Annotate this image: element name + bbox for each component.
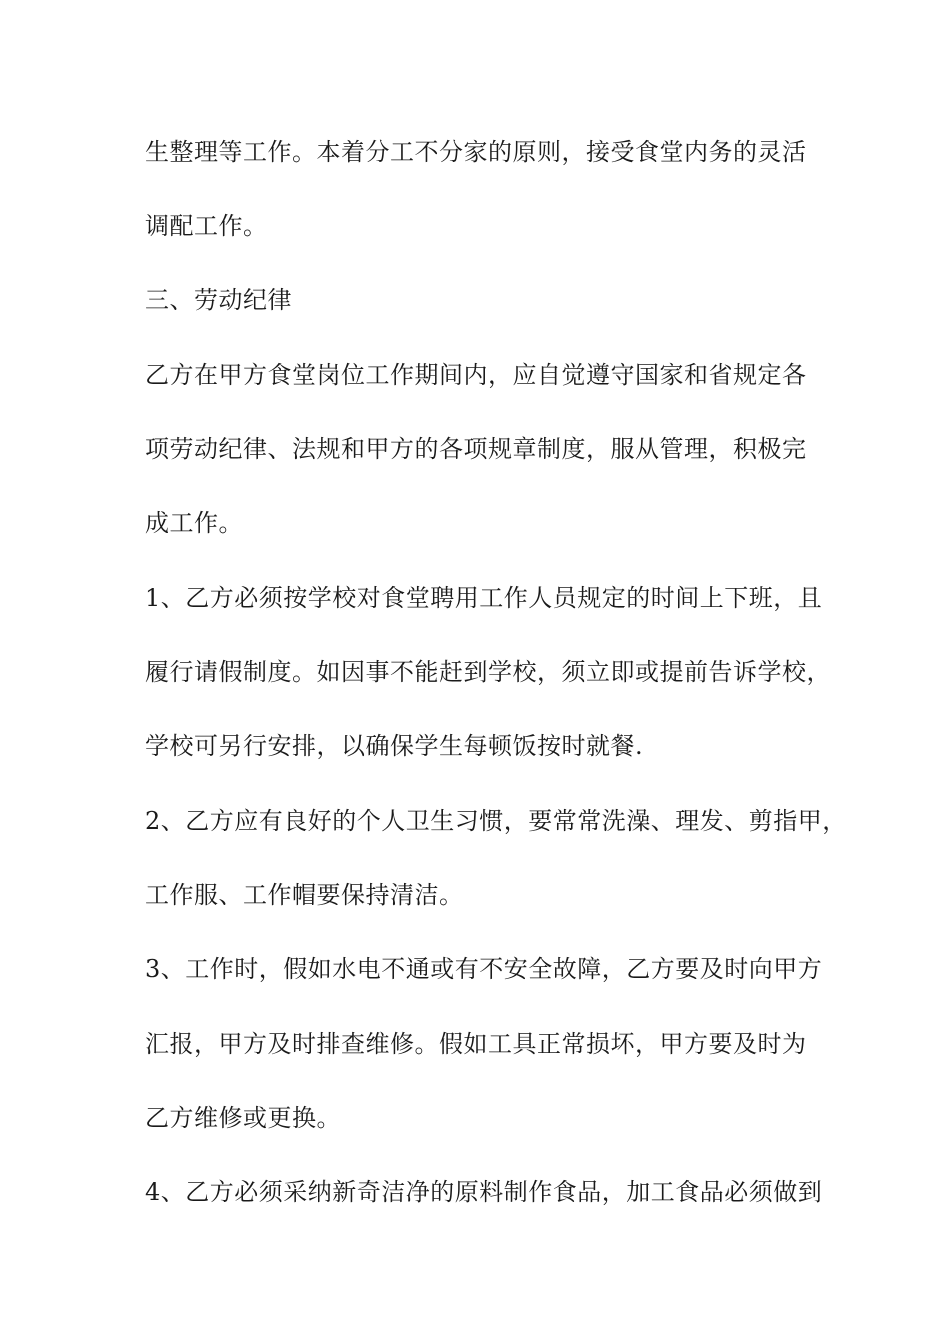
text-line: 工作服、工作帽要保持清洁。 bbox=[145, 881, 464, 909]
text-line: 生整理等工作。本着分工不分家的原则，接受食堂内务的灵活 bbox=[145, 138, 807, 166]
text-line: 调配工作。 bbox=[145, 212, 268, 240]
text-line: 项劳动纪律、法规和甲方的各项规章制度，服从管理，积极完 bbox=[145, 435, 807, 463]
text-line: 成工作。 bbox=[145, 509, 243, 537]
section-heading: 三、劳动纪律 bbox=[145, 286, 292, 314]
text-line: 4、乙方必须采纳新奇洁净的原料制作食品，加工食品必须做到 bbox=[145, 1178, 823, 1206]
text-line: 1、乙方必须按学校对食堂聘用工作人员规定的时间上下班，且 bbox=[145, 584, 823, 612]
text-line: 2、乙方应有良好的个人卫生习惯，要常常洗澡、理发、剪指甲， bbox=[145, 807, 847, 835]
text-line: 学校可另行安排，以确保学生每顿饭按时就餐. bbox=[145, 732, 644, 760]
text-line: 乙方维修或更换。 bbox=[145, 1104, 341, 1132]
text-line: 汇报，甲方及时排查维修。假如工具正常损坏，甲方要及时为 bbox=[145, 1030, 807, 1058]
text-line: 3、工作时，假如水电不通或有不安全故障，乙方要及时向甲方 bbox=[145, 955, 823, 983]
text-line: 履行请假制度。如因事不能赶到学校，须立即或提前告诉学校， bbox=[145, 658, 831, 686]
text-line: 乙方在甲方食堂岗位工作期间内，应自觉遵守国家和省规定各 bbox=[145, 361, 807, 389]
